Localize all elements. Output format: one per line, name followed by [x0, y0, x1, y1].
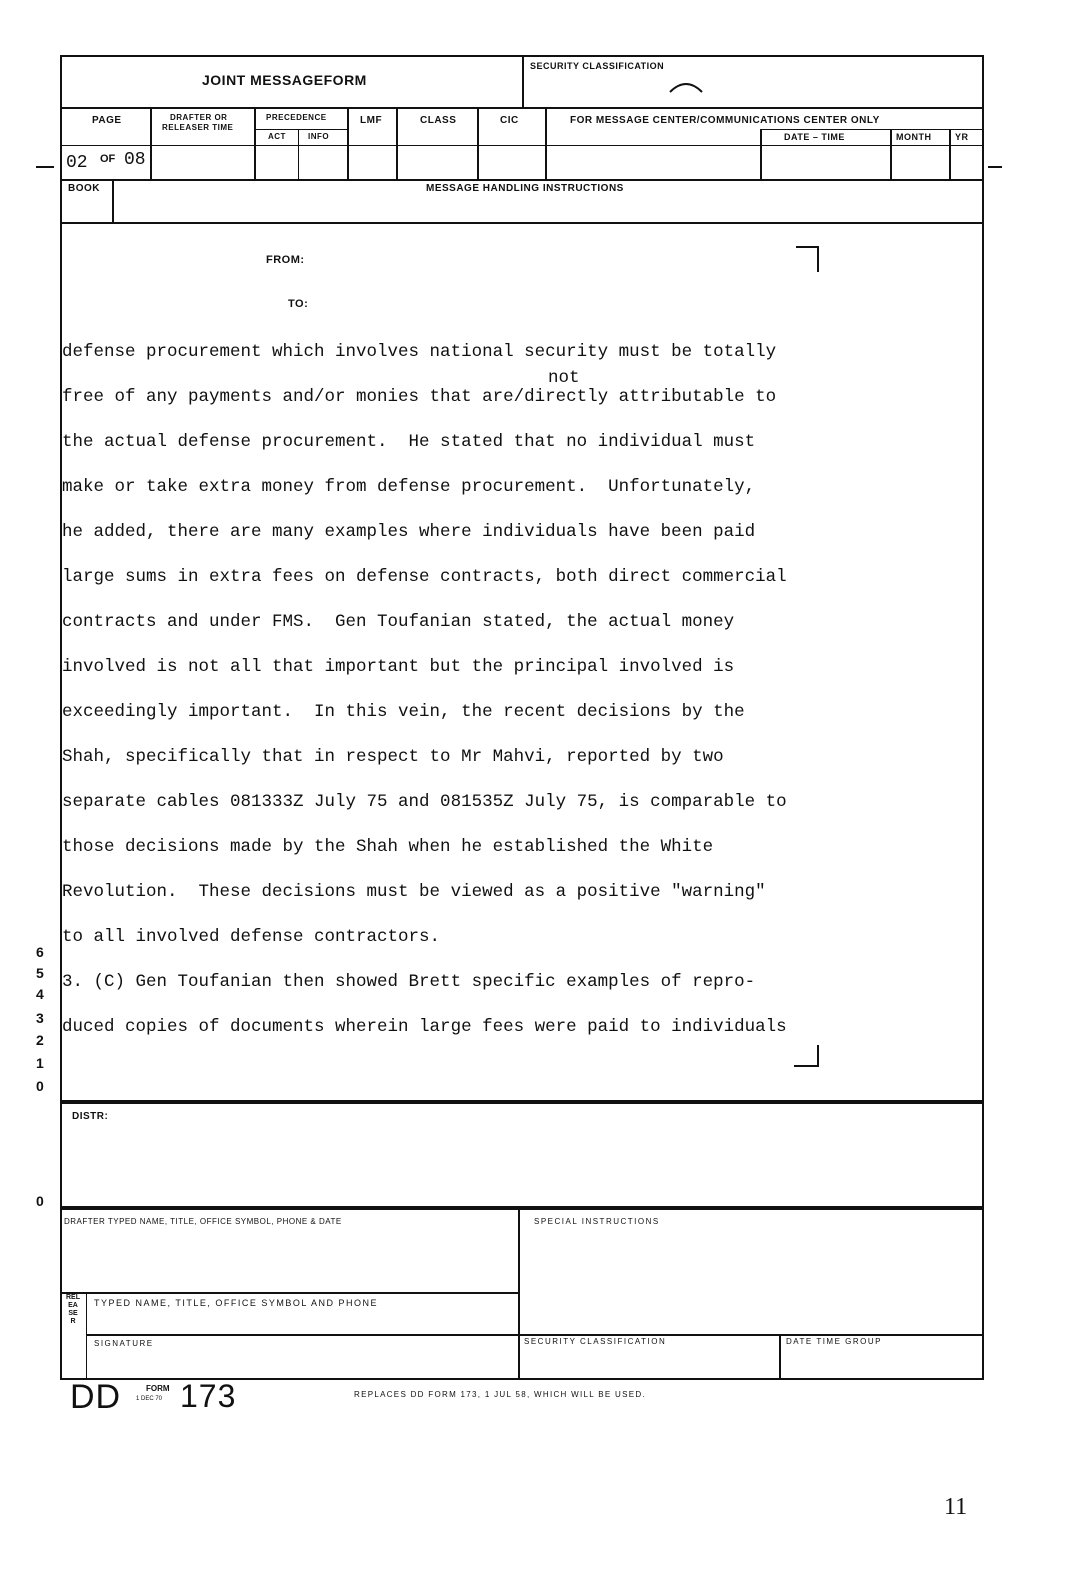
security-classification-footer-label: SECURITY CLASSIFICATION: [524, 1337, 667, 1346]
divider: [60, 222, 984, 224]
margin-digit: 1: [36, 1055, 44, 1071]
to-label: TO:: [288, 298, 309, 310]
handling-instructions-label: MESSAGE HANDLING INSTRUCTIONS: [426, 183, 624, 194]
form-date: 1 DEC 70: [136, 1396, 163, 1402]
top-right-bracket-icon: [794, 244, 824, 274]
replaces-note: REPLACES DD FORM 173, 1 JUL 58, WHICH WILL BE USED.: [354, 1390, 646, 1399]
security-classification-label: SECURITY CLASSIFICATION: [530, 61, 665, 71]
margin-digit: 6: [36, 944, 44, 960]
message-line: those decisions made by the Shah when he established the White: [62, 837, 714, 857]
divider: [760, 129, 762, 180]
message-line: he added, there are many examples where individuals have been paid: [62, 522, 756, 542]
yr-label: YR: [955, 132, 969, 142]
divider: [522, 57, 524, 109]
divider: [396, 108, 398, 180]
margin-digit: 3: [36, 1010, 44, 1026]
margin-digit: 2: [36, 1032, 44, 1048]
margin-digit: 0: [36, 1078, 44, 1094]
divider: [60, 145, 984, 146]
message-center-label: FOR MESSAGE CENTER/COMMUNICATIONS CENTER ONLY: [570, 115, 880, 126]
message-line: free of any payments and/or monies that are/directly attributable to: [62, 387, 777, 407]
message-line: the actual defense procurement. He stated that no individual must: [62, 432, 756, 452]
tick-mark: [36, 166, 54, 168]
margin-digit: 4: [36, 986, 44, 1002]
divider: [112, 180, 114, 224]
divider: [890, 129, 892, 180]
precedence-label: PRECEDENCE: [266, 113, 327, 122]
divider: [60, 107, 984, 109]
message-line: 3. (C) Gen Toufanian then showed Brett specific examples of repro-: [62, 972, 756, 992]
page-total: 08: [124, 150, 146, 170]
act-label: ACT: [268, 132, 286, 141]
divider: [60, 1292, 520, 1294]
divider: [150, 108, 152, 180]
page-label: PAGE: [92, 115, 122, 126]
message-line: contracts and under FMS. Gen Toufanian stated, the actual money: [62, 612, 735, 632]
date-time-label: DATE – TIME: [784, 132, 845, 142]
divider: [779, 1334, 781, 1380]
divider: [518, 1210, 520, 1380]
from-label: FROM:: [266, 254, 305, 266]
message-line: exceedingly important. In this vein, the recent decisions by the: [62, 702, 745, 722]
divider: [60, 1100, 984, 1104]
of-label: OF: [100, 153, 116, 165]
drafter-label: DRAFTER OR: [170, 113, 228, 122]
message-line: Revolution. These decisions must be viewed as a positive "warning": [62, 882, 766, 902]
divider: [298, 129, 299, 180]
divider: [86, 1334, 984, 1336]
dd-label: DD: [70, 1378, 122, 1416]
releaser-time-label: RELEASER TIME: [162, 123, 234, 132]
message-line: large sums in extra fees on defense contracts, both direct commercial: [62, 567, 787, 587]
inserted-word: not: [548, 368, 580, 388]
drafter-typed-name-label: DRAFTER TYPED NAME, TITLE, OFFICE SYMBOL, PHONE & DATE: [64, 1217, 342, 1226]
message-line: make or take extra money from defense procurement. Unfortunately,: [62, 477, 756, 497]
releaser-vertical-label: RELEASER: [66, 1294, 80, 1325]
class-label: CLASS: [420, 115, 457, 126]
page-footer-number: 11: [944, 1494, 968, 1520]
message-line: duced copies of documents wherein large fees were paid to individuals: [62, 1017, 787, 1037]
special-instructions-label: SPECIAL INSTRUCTIONS: [534, 1217, 660, 1226]
form-number: 173: [180, 1378, 237, 1414]
classification-mark-icon: [668, 76, 704, 96]
cic-label: CIC: [500, 115, 519, 126]
divider: [949, 129, 951, 180]
lmf-label: LMF: [360, 115, 383, 126]
margin-digit: 0: [36, 1193, 44, 1209]
typed-name-label: TYPED NAME, TITLE, OFFICE SYMBOL AND PHONE: [94, 1298, 379, 1308]
margin-digit: 5: [36, 965, 44, 981]
tick-mark: [988, 166, 1002, 168]
distr-label: DISTR:: [72, 1111, 109, 1122]
form-title: JOINT MESSAGEFORM: [202, 72, 367, 88]
info-label: INFO: [308, 132, 330, 141]
month-label: MONTH: [896, 132, 932, 142]
divider: [347, 108, 349, 180]
divider: [60, 1206, 984, 1210]
message-line: involved is not all that important but the principal involved is: [62, 657, 735, 677]
book-label: BOOK: [68, 183, 100, 194]
divider: [545, 108, 547, 180]
divider: [60, 179, 984, 181]
divider: [477, 108, 479, 180]
bottom-right-bracket-icon: [790, 1042, 820, 1072]
divider: [255, 129, 347, 130]
message-line: defense procurement which involves national security must be totally: [62, 342, 777, 362]
page-number: 02: [66, 153, 88, 173]
divider: [254, 108, 256, 180]
signature-label: SIGNATURE: [94, 1339, 154, 1348]
message-line: separate cables 081333Z July 75 and 081535Z July 75, is comparable to: [62, 792, 787, 812]
message-line: to all involved defense contractors.: [62, 927, 441, 947]
divider: [86, 1293, 87, 1379]
form-label: FORM: [146, 1384, 170, 1393]
date-time-group-label: DATE TIME GROUP: [786, 1337, 882, 1346]
message-line: Shah, specifically that in respect to Mr Mahvi, reported by two: [62, 747, 724, 767]
